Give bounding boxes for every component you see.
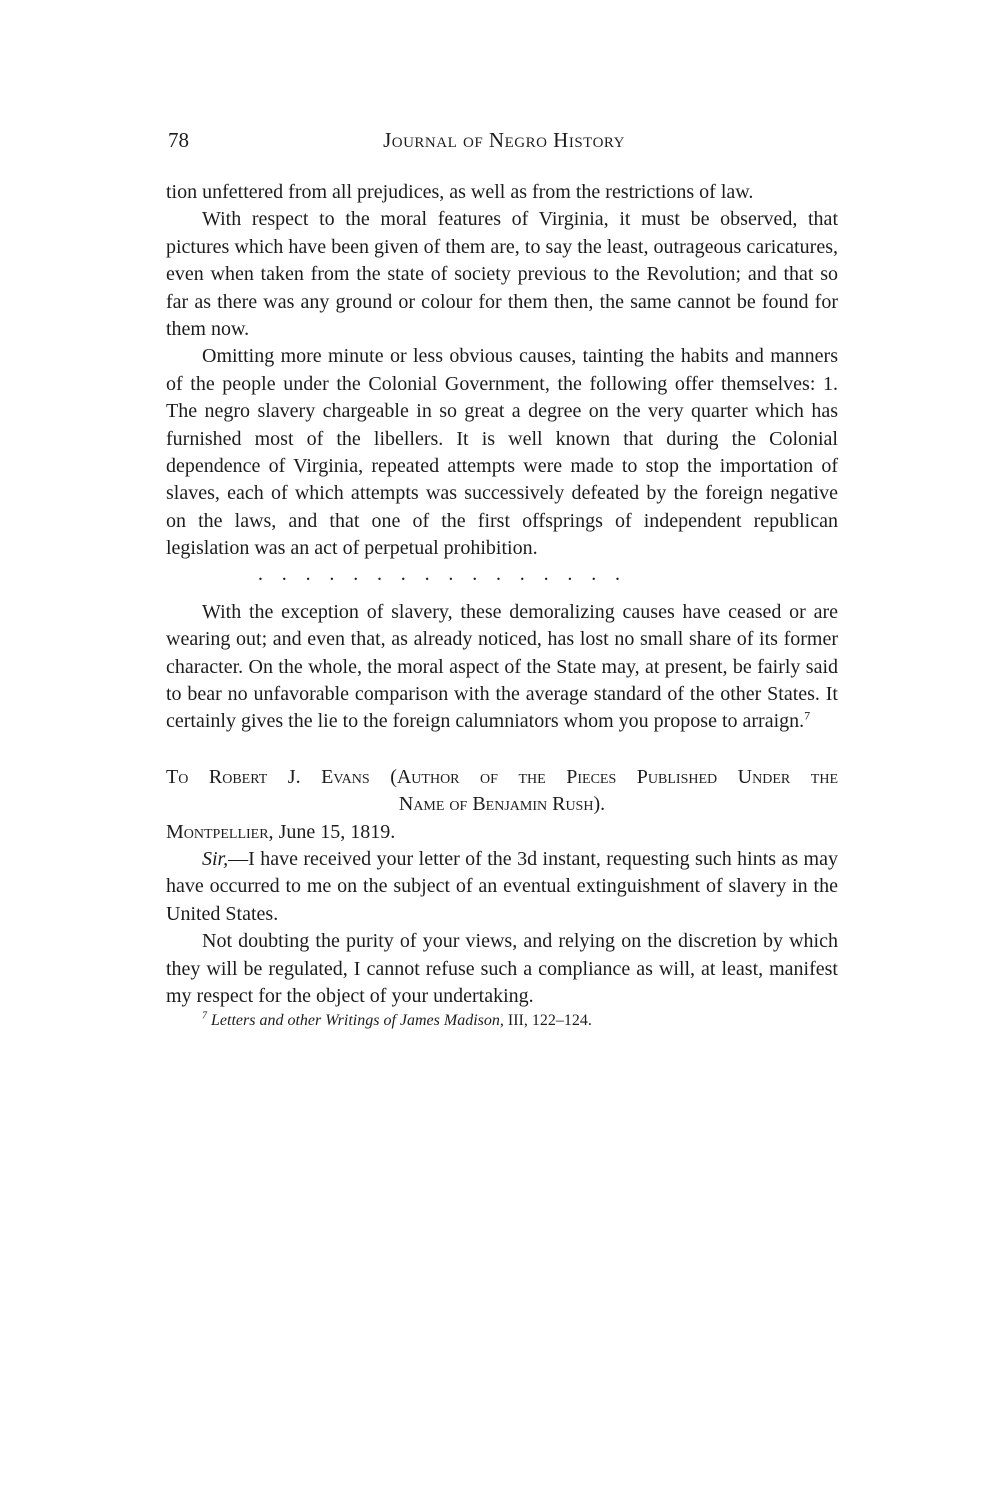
letter-dateline (166, 819, 838, 846)
page-number: 78 (168, 128, 189, 152)
letter-paragraph-1-text: —I have received your letter of the 3d instant, requesting such hints as may have occurred to me on the subject of an eventual extinguishment of slavery in the United States. (166, 847, 838, 925)
letter-paragraph-2: Not doubting the purity of your views, and relying on the discretion by which they will be regulated, I cannot refuse such a compliance as will, at least, manifest my respect for the object of your undertaking. (166, 930, 838, 1007)
letter-salutation: Sir, (202, 847, 229, 870)
paragraph-exception-slavery (166, 599, 838, 736)
footnote-title: Letters and other Writings of James Madison, (211, 1012, 504, 1030)
paragraph-causes: Omitting more minute or less obvious causes, tainting the habits and manners of the people under the Colonial Government, the following offer themselves: 1. The negro slavery chargeable in so great a degree on the very quarter which has furnished most of the libellers. It is well known that during the Colonial dependence of Virginia, repeated attempts were made to stop the importation of slaves, each of which attempts was successively defeated by the foreign negative on the laws, and that one of the first offsprings of independent republican legislation was an act of perpetual prohibition. (166, 345, 838, 560)
running-head (168, 128, 840, 162)
paragraph-exception-text: With the exception of slavery, these demoralizing causes have ceased or are wearing out; and even that, as already noticed, has lost no small share of its former character. On the whole, the moral aspect of the State may, at present, be fairly said to bear no unfavorable comparison with the average standard of the other States. It certainly gives the lie to the foreign calumniators whom you propose to arraign. (166, 600, 838, 733)
letter-heading-line1: To Robert J. Evans (Author of the Pieces Published Under the (166, 765, 838, 788)
dateline-date: June 15, 1819. (273, 820, 396, 843)
journal-title: Journal of Negro History (383, 128, 625, 152)
footnote-number: 7 (202, 1011, 207, 1023)
letter-heading (166, 764, 838, 819)
letter-paragraph-1 (166, 846, 838, 928)
body-text (166, 179, 838, 1032)
ellipsis-separator (166, 563, 838, 599)
letter-heading-line2: Name of Benjamin Rush). (398, 793, 606, 816)
dateline-place: Montpellier, (166, 820, 274, 843)
ellipsis-dots: ................ (258, 562, 639, 585)
footnote (166, 1010, 838, 1032)
footnote-reference-text: III, 122–124. (503, 1012, 592, 1030)
footnote-reference: 7 (804, 708, 811, 723)
paragraph-continuation: tion unfettered from all prejudices, as well as from the restrictions of law. (166, 181, 754, 203)
paragraph-moral-features: With respect to the moral features of Virginia, it must be observed, that pictures which have been given of them are, to say the least, outrageous caricatures, even when taken from the state of society previous to the Revolution; and that so far as there was any ground or colour for them then, the same cannot be found for them now. (166, 208, 838, 341)
